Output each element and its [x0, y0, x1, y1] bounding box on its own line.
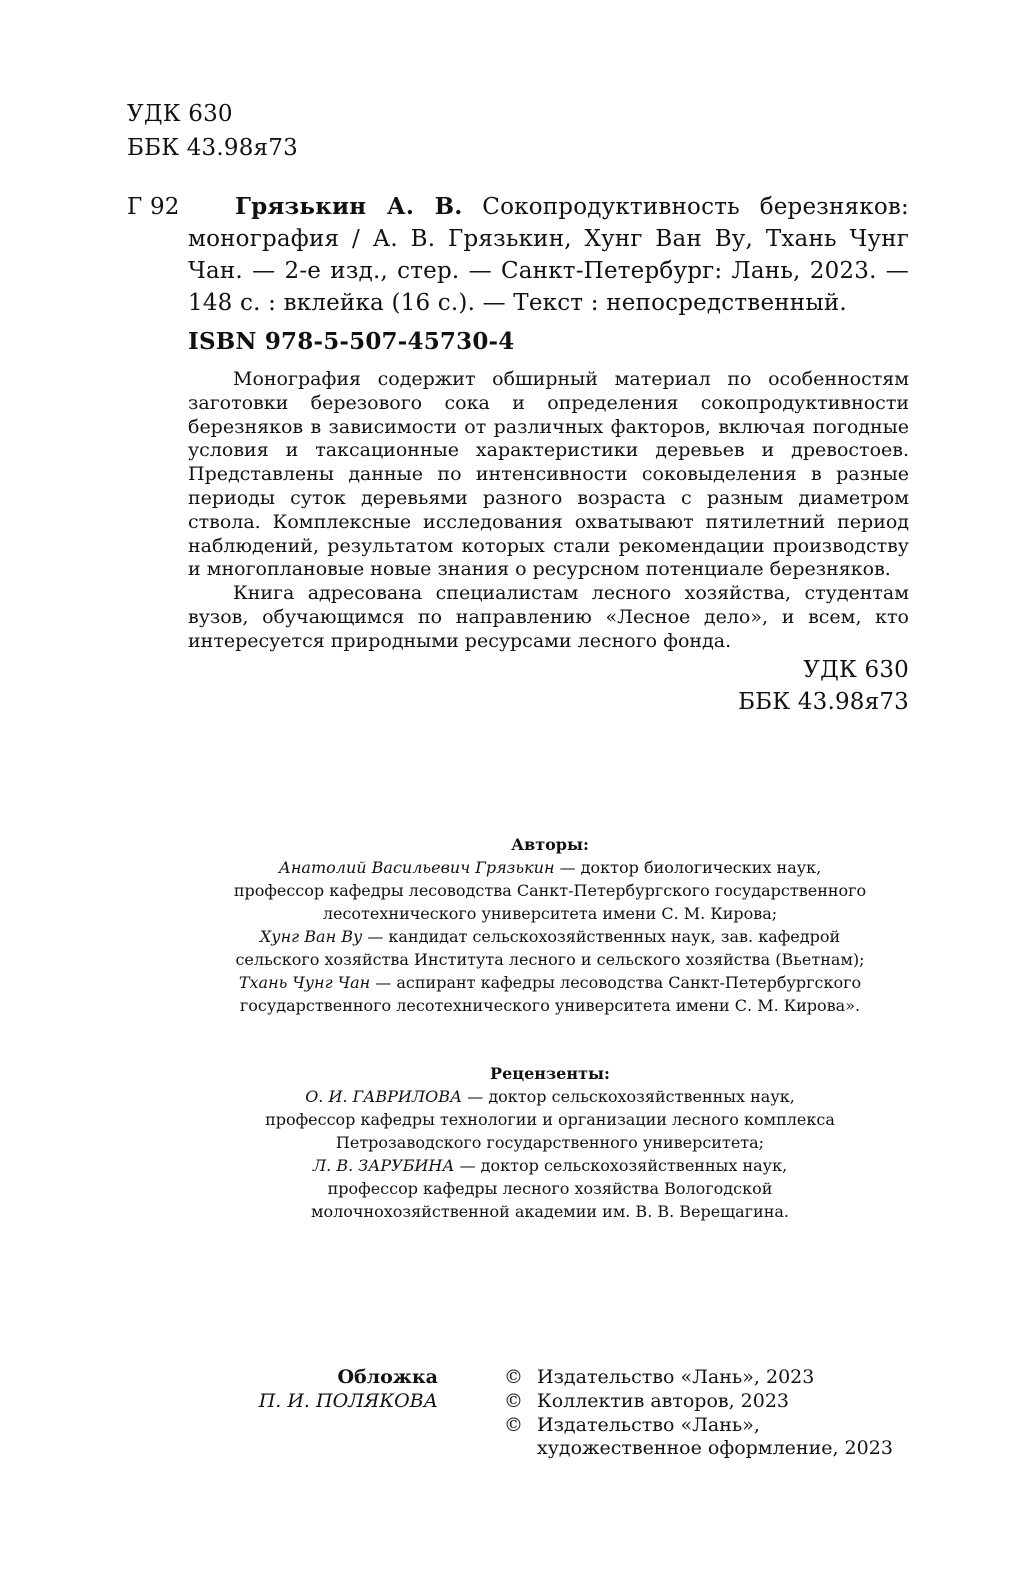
- author-1-name: Анатолий Васильевич Грязькин: [278, 858, 555, 877]
- copyright-design: Издательство «Лань»,: [537, 1413, 760, 1436]
- authors-block: [150, 833, 950, 1017]
- copyright-block: [504, 1366, 924, 1461]
- copyright-design-detail: художественное оформление, 2023: [537, 1437, 893, 1460]
- author-3-position: — аспирант кафедры лесоводства Санкт-Петербургского: [370, 973, 862, 992]
- cover-label: Обложка: [337, 1366, 438, 1388]
- reviewers-heading: Рецензенты:: [490, 1064, 610, 1083]
- reviewers-block: [150, 1062, 950, 1223]
- author-sign: Г 92: [127, 194, 180, 220]
- author-3-affiliation: государственного лесотехнического университета имени С. М. Кирова».: [239, 996, 861, 1015]
- copyright-icon: ©: [504, 1366, 523, 1388]
- udk-code-bottom: УДК 630: [803, 657, 909, 683]
- author-1-position: профессор кафедры лесоводства Санкт-Петербургского государственного: [233, 881, 867, 900]
- biblio-author: Грязькин А. В.: [235, 193, 463, 220]
- authors-heading: Авторы:: [511, 835, 589, 854]
- author-2-affiliation: сельского хозяйства Института лесного и сельского хозяйства (Вьетнам);: [235, 950, 865, 969]
- copyright-authors: Коллектив авторов, 2023: [537, 1389, 790, 1412]
- isbn: ISBN 978-5-507-45730-4: [188, 328, 515, 355]
- udk-code-top: УДК 630: [127, 101, 233, 127]
- bbk-code-bottom: ББК 43.98я73: [738, 689, 909, 715]
- bbk-code-top: ББК 43.98я73: [127, 135, 298, 161]
- abstract-paragraph-2: Книга адресована специалистам лесного хозяйства, студентам вузов, обучающимся по направлению «Лесное дело», и всем, кто интересуется природными ресурсами лесного фонда.: [188, 582, 909, 652]
- abstract: [188, 368, 909, 654]
- reviewer-1-affiliation: Петрозаводского государственного университета;: [335, 1133, 765, 1152]
- reviewer-2-position: профессор кафедры лесного хозяйства Вологодской: [327, 1179, 773, 1198]
- reviewer-2-degree: — доктор сельскохозяйственных наук,: [454, 1156, 788, 1175]
- biblio-title: Сокопродуктивность березняков: монография / А. В. Грязькин, Хунг Ван Ву, Тхань Чунг Чан. — 2-е изд., стер. — Санкт-Петербург: Лань, 2023. — 148 с. : вклейка (16 с.). — Текст : непосредственный.: [188, 194, 909, 316]
- reviewer-2-name: Л. В. ЗАРУБИНА: [312, 1156, 455, 1175]
- reviewer-2-affiliation: молочнохозяйственной академии им. В. В. Верещагина.: [311, 1202, 789, 1221]
- copyright-icon: ©: [504, 1389, 523, 1412]
- abstract-paragraph-1: Монография содержит обширный материал по особенностям заготовки березового сока и определения сокопродуктивности березняков в зависимости от различных факторов, включая погодные условия и таксационные характеристики деревьев и древостоев. Представлены данные по интенсивности соковыделения в разные периоды суток деревьями разного возраста с разным диаметром ствола. Комплексные исследования охватывают пятилетний период наблюдений, результатом которых стали рекомендации производству и многоплановые новые знания о ресурсном потенциале березняков.: [188, 368, 909, 581]
- reviewer-1-position: профессор кафедры технологии и организации лесного комплекса: [265, 1110, 835, 1129]
- copyright-publisher: Издательство «Лань», 2023: [537, 1366, 815, 1388]
- author-2-degree: — кандидат сельскохозяйственных наук, зав. кафедрой: [362, 927, 841, 946]
- author-1-degree: — доктор биологических наук,: [554, 858, 822, 877]
- cover-designer: П. И. ПОЛЯКОВА: [258, 1389, 438, 1412]
- author-1-affiliation: лесотехнического университета имени С. М. Кирова;: [322, 904, 778, 923]
- copyright-icon: ©: [504, 1413, 523, 1436]
- reviewer-1-degree: — доктор сельскохозяйственных наук,: [462, 1087, 795, 1106]
- reviewer-1-name: О. И. ГАВРИЛОВА: [305, 1087, 463, 1106]
- author-3-name: Тхань Чунг Чан: [238, 973, 371, 992]
- bibliographic-record: [188, 191, 909, 319]
- author-2-name: Хунг Ван Ву: [259, 927, 363, 946]
- cover-credit: [200, 1366, 438, 1414]
